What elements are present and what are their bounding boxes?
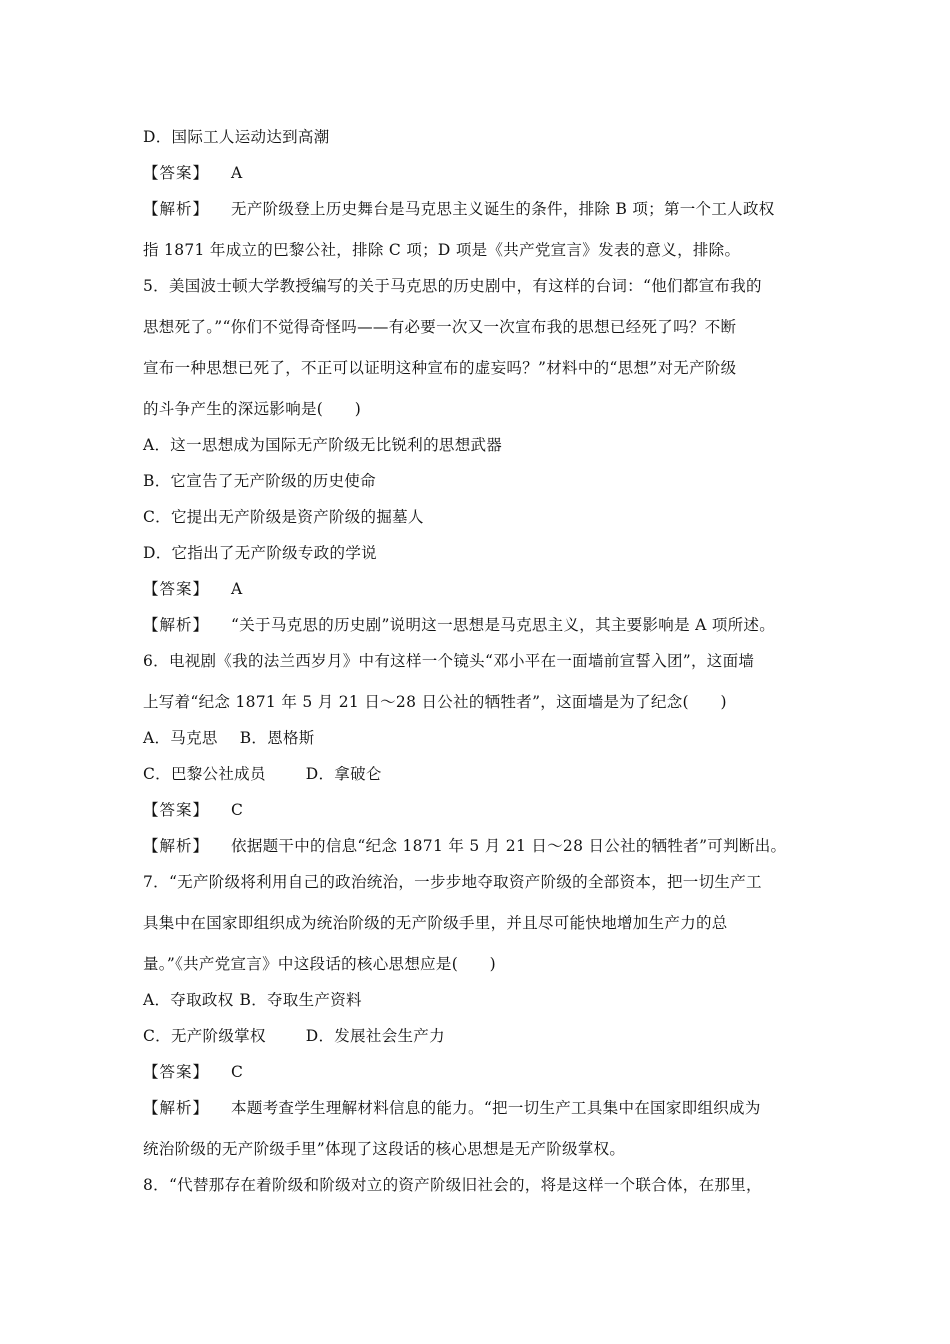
q6-option-b: B．恩格斯 [239,729,315,747]
answer-label: 【答案】 [143,164,210,182]
analysis-text: 本题考查学生理解材料信息的能力。“把一切生产工具集中在国家即组织成为 [231,1099,761,1117]
q7-stem-line-3: 量。”《共产党宣言》中这段话的核心思想应是( ) [143,955,497,973]
q5-answer [143,579,813,599]
q8-stem-line-1: 8．“代替那存在着阶级和阶级对立的资产阶级旧社会的，将是这样一个联合体，在那里， [143,1176,762,1194]
q6-options-ab [143,728,813,748]
answer-label: 【答案】 [143,1063,210,1081]
analysis-text: 无产阶级登上历史舞台是马克思主义诞生的条件，排除 B 项；第一个工人政权 [231,200,775,218]
answer-value: C [231,801,244,819]
q7-stem-line-2: 具集中在国家即组织成为统治阶级的无产阶级手里，并且尽可能快地增加生产力的总 [143,914,728,932]
q6-option-d: D．拿破仑 [305,765,382,783]
q7-analysis-line-2: 统治阶级的无产阶级手里”体现了这段话的核心思想是无产阶级掌权。 [143,1140,626,1158]
q6-answer [143,800,813,820]
analysis-label: 【解析】 [143,616,210,634]
answer-value: A [231,164,243,182]
analysis-text: “关于马克思的历史剧”说明这一思想是马克思主义，其主要影响是 A 项所述。 [231,616,776,634]
q7-option-a: A．夺取政权 [143,991,234,1009]
q7-options-cd [143,1026,813,1046]
q7-option-b: B．夺取生产资料 [239,991,362,1009]
q5-option-a: A．这一思想成为国际无产阶级无比锐利的思想武器 [143,436,503,454]
q5-stem-line-2: 思想死了。”“你们不觉得奇怪吗——有必要一次又一次宣布我的思想已经死了吗？不断 [143,318,737,336]
answer-value: C [231,1063,244,1081]
q5-analysis-line-1 [143,615,813,635]
q6-stem-line-2: 上写着“纪念 1871 年 5 月 21 日～28 日公社的牺牲者”，这面墙是为了纪念( ) [143,693,727,711]
q6-analysis-line-1 [143,836,813,856]
q5-stem-line-1: 5．美国波士顿大学教授编写的关于马克思的历史剧中，有这样的台词：“他们都宣布我的 [143,277,762,295]
q6-stem-line-1: 6．电视剧《我的法兰西岁月》中有这样一个镜头“邓小平在一面墙前宣誓入团”，这面墙 [143,652,755,670]
q4-option-d: D．国际工人运动达到高潮 [143,128,330,146]
q4-answer [143,163,813,183]
answer-label: 【答案】 [143,580,210,598]
q6-option-a: A．马克思 [143,729,218,747]
q5-stem-line-4: 的斗争产生的深远影响是( ) [143,400,362,418]
q7-analysis-line-1 [143,1098,813,1118]
q5-option-c: C．它提出无产阶级是资产阶级的掘墓人 [143,508,424,526]
analysis-text: 依据题干中的信息“纪念 1871 年 5 月 21 日～28 日公社的牺牲者”可判断出。 [231,837,787,855]
answer-value: A [231,580,243,598]
q7-option-c: C．无产阶级掌权 [143,1027,266,1045]
q7-options-ab [143,990,813,1010]
q4-analysis-line-2: 指 1871 年成立的巴黎公社，排除 C 项；D 项是《共产党宣言》发表的意义，排除。 [143,241,741,259]
q4-analysis-line-1 [143,199,813,219]
q7-answer [143,1062,813,1082]
analysis-label: 【解析】 [143,1099,210,1117]
analysis-label: 【解析】 [143,837,210,855]
q6-options-cd [143,764,813,784]
answer-label: 【答案】 [143,801,210,819]
q6-option-c: C．巴黎公社成员 [143,765,266,783]
q7-option-d: D．发展社会生产力 [305,1027,445,1045]
analysis-label: 【解析】 [143,200,210,218]
q7-stem-line-1: 7．“无产阶级将利用自己的政治统治，一步步地夺取资产阶级的全部资本，把一切生产工 [143,873,762,891]
q5-stem-line-3: 宣布一种思想已死了，不正可以证明这种宣布的虚妄吗？”材料中的“思想”对无产阶级 [143,359,737,377]
q5-option-d: D．它指出了无产阶级专政的学说 [143,544,377,562]
q5-option-b: B．它宣告了无产阶级的历史使命 [143,472,376,490]
